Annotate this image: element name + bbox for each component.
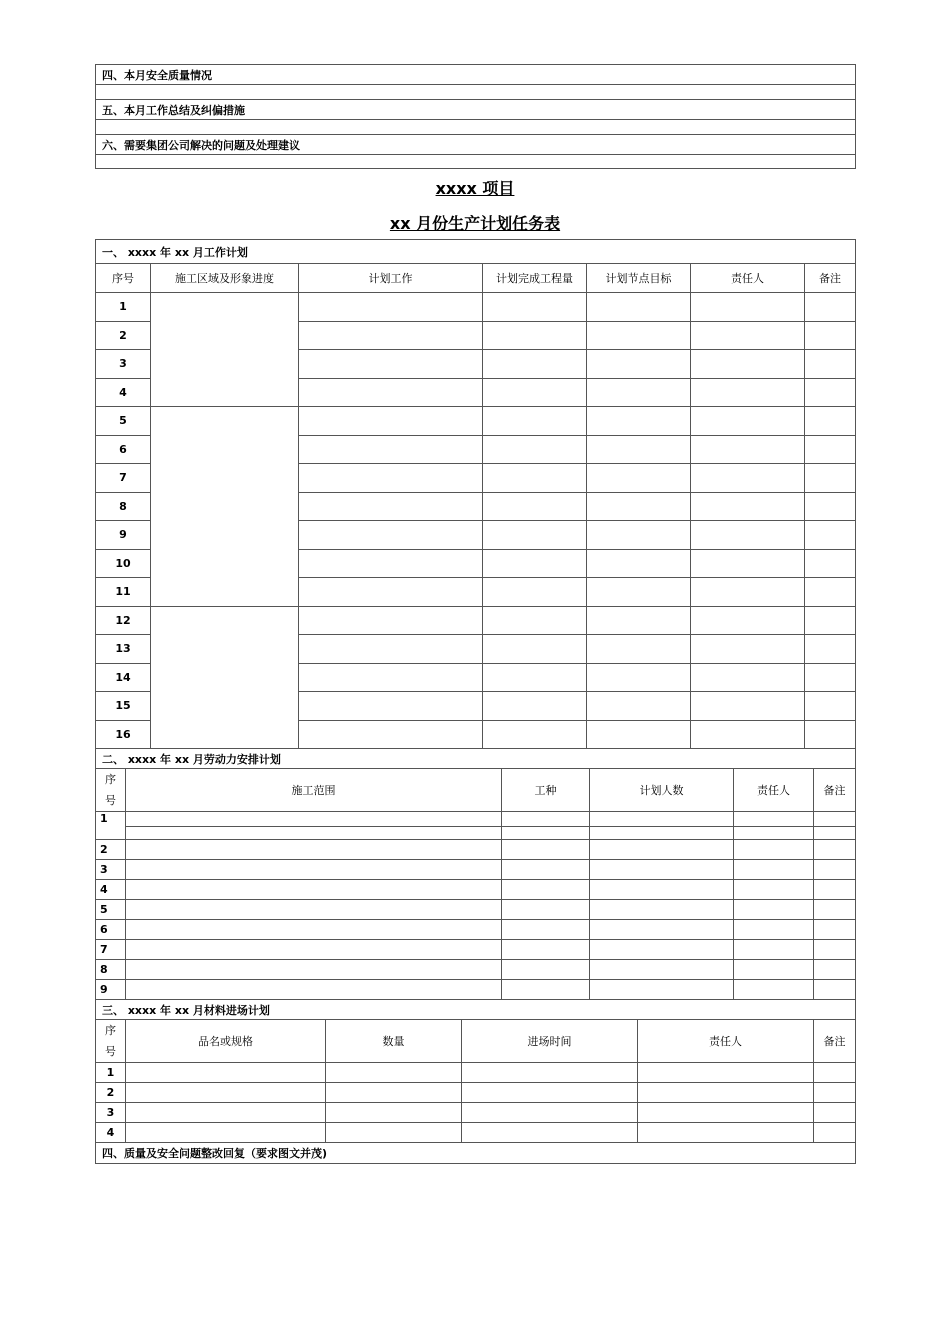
remarks-cell[interactable] [814,920,856,940]
row-index: 11 [96,578,151,607]
remarks-cell[interactable] [805,606,856,635]
responsible-cell[interactable] [734,980,814,1000]
remarks-cell[interactable] [805,492,856,521]
planned-work-cell[interactable] [299,720,483,749]
remarks-cell[interactable] [805,378,856,407]
planned-work-cell[interactable] [299,606,483,635]
milestone-cell[interactable] [587,293,691,322]
row-index: 2 [96,840,126,860]
remarks-cell[interactable] [805,663,856,692]
scope-cell[interactable] [126,827,502,840]
planned-work-cell[interactable] [299,407,483,436]
section-work-summary: 五、本月工作总结及纠偏措施 [96,100,856,120]
trade-cell[interactable] [502,920,590,940]
monthly-summary-table [95,64,856,169]
scope-cell[interactable] [126,812,502,827]
milestone-cell[interactable] [587,692,691,721]
project-title: xxxx 项目 [435,179,515,198]
milestone-cell[interactable] [587,720,691,749]
responsible-cell[interactable] [638,1103,814,1123]
remarks-cell[interactable] [814,1063,856,1083]
headcount-cell[interactable] [590,920,734,940]
remarks-cell[interactable] [814,860,856,880]
row-index: 2 [96,321,151,350]
trade-cell[interactable] [502,960,590,980]
col-header-index: 序号 [96,264,151,293]
remarks-cell[interactable] [805,521,856,550]
remarks-cell[interactable] [814,900,856,920]
milestone-cell[interactable] [587,578,691,607]
remarks-cell[interactable] [814,960,856,980]
milestone-cell[interactable] [587,635,691,664]
responsible-cell[interactable] [734,960,814,980]
planned-work-cell[interactable] [299,635,483,664]
area-progress-cell[interactable] [151,293,299,407]
milestone-cell[interactable] [587,435,691,464]
col-header-responsible: 责任人 [691,264,805,293]
material-plan-heading: 三、 xxxx 年 xx 月材料进场计划 [96,1000,856,1020]
headcount-cell[interactable] [590,840,734,860]
planned-work-cell[interactable] [299,321,483,350]
planned-quantity-cell[interactable] [483,692,587,721]
row-index: 4 [96,1123,126,1143]
row-index: 2 [96,1083,126,1103]
table-row [96,880,856,900]
headcount-cell[interactable] [590,900,734,920]
trade-cell[interactable] [502,860,590,880]
row-index: 4 [96,378,151,407]
planned-quantity-cell[interactable] [483,293,587,322]
arrival-time-cell[interactable] [462,1123,638,1143]
responsible-cell[interactable] [691,549,805,578]
milestone-cell[interactable] [587,378,691,407]
remarks-cell[interactable] [814,1103,856,1123]
col-header-trade: 工种 [502,769,590,812]
table-row [96,980,856,1000]
row-index: 4 [96,880,126,900]
row-index: 9 [96,521,151,550]
item-spec-cell[interactable] [126,1083,326,1103]
milestone-cell[interactable] [587,492,691,521]
row-index: 12 [96,606,151,635]
remarks-cell[interactable] [814,980,856,1000]
planned-quantity-cell[interactable] [483,435,587,464]
planned-quantity-cell[interactable] [483,321,587,350]
row-index: 6 [96,920,126,940]
milestone-cell[interactable] [587,321,691,350]
row-index: 7 [96,464,151,493]
col-header-milestone: 计划节点目标 [587,264,691,293]
row-index: 7 [96,940,126,960]
remarks-cell[interactable] [814,812,856,827]
remarks-cell[interactable] [805,692,856,721]
scope-cell[interactable] [126,900,502,920]
scope-cell[interactable] [126,980,502,1000]
planned-quantity-cell[interactable] [483,407,587,436]
planned-quantity-cell[interactable] [483,350,587,379]
section-group-issues-content[interactable] [96,155,856,169]
row-index: 3 [96,1103,126,1123]
milestone-cell[interactable] [587,350,691,379]
milestone-cell[interactable] [587,464,691,493]
planned-work-cell[interactable] [299,464,483,493]
scope-cell[interactable] [126,880,502,900]
table-row [96,407,856,436]
remarks-cell[interactable] [814,827,856,840]
section-safety-quality: 四、本月安全质量情况 [96,65,856,85]
headcount-cell[interactable] [590,880,734,900]
section-group-issues: 六、需要集团公司解决的问题及处理建议 [96,135,856,155]
col-header-responsible: 责任人 [734,769,814,812]
col-header-index [96,1020,126,1063]
responsible-cell[interactable] [734,840,814,860]
index-header-text: 序号 [105,1024,116,1058]
planned-quantity-cell[interactable] [483,378,587,407]
headcount-cell[interactable] [590,940,734,960]
planned-quantity-cell[interactable] [483,720,587,749]
work-plan-heading: 一、 xxxx 年 xx 月工作计划 [96,240,856,264]
quantity-cell[interactable] [326,1103,462,1123]
headcount-cell[interactable] [590,812,734,827]
milestone-cell[interactable] [587,663,691,692]
scope-cell[interactable] [126,920,502,940]
planned-quantity-cell[interactable] [483,635,587,664]
row-index: 16 [96,720,151,749]
quality-safety-reply-heading: 四、质量及安全问题整改回复（要求图文并茂) [96,1143,856,1164]
table-row [96,1103,856,1123]
arrival-time-cell[interactable] [462,1103,638,1123]
col-header-item-spec: 品名或规格 [126,1020,326,1063]
remarks-cell[interactable] [805,549,856,578]
row-index: 1 [96,293,151,322]
planned-work-cell[interactable] [299,378,483,407]
planned-work-cell[interactable] [299,549,483,578]
quantity-cell[interactable] [326,1063,462,1083]
col-header-quantity: 数量 [326,1020,462,1063]
responsible-cell[interactable] [691,720,805,749]
trade-cell[interactable] [502,980,590,1000]
remarks-cell[interactable] [805,578,856,607]
responsible-cell[interactable] [691,378,805,407]
responsible-cell[interactable] [691,606,805,635]
table-row [96,920,856,940]
planned-work-cell[interactable] [299,663,483,692]
planned-quantity-cell[interactable] [483,492,587,521]
row-index: 10 [96,549,151,578]
work-plan-table [95,239,856,749]
remarks-cell[interactable] [805,407,856,436]
planned-quantity-cell[interactable] [483,578,587,607]
remarks-cell[interactable] [805,464,856,493]
planned-work-cell[interactable] [299,492,483,521]
col-header-headcount: 计划人数 [590,769,734,812]
planned-quantity-cell[interactable] [483,606,587,635]
planned-work-cell[interactable] [299,521,483,550]
milestone-cell[interactable] [587,407,691,436]
item-spec-cell[interactable] [126,1103,326,1123]
responsible-cell[interactable] [691,435,805,464]
headcount-cell[interactable] [590,980,734,1000]
col-header-index [96,769,126,812]
remarks-cell[interactable] [805,293,856,322]
responsible-cell[interactable] [691,492,805,521]
responsible-cell[interactable] [691,321,805,350]
responsible-cell[interactable] [691,293,805,322]
scope-cell[interactable] [126,860,502,880]
row-index: 8 [96,492,151,521]
table-row [96,827,856,840]
labor-plan-heading: 二、 xxxx 年 xx 月劳动力安排计划 [96,749,856,769]
planned-work-cell[interactable] [299,692,483,721]
responsible-cell[interactable] [691,350,805,379]
responsible-cell[interactable] [734,920,814,940]
responsible-cell[interactable] [691,578,805,607]
milestone-cell[interactable] [587,606,691,635]
responsible-cell[interactable] [691,663,805,692]
col-header-scope: 施工范围 [126,769,502,812]
section-safety-quality-content[interactable] [96,85,856,100]
col-header-remarks: 备注 [814,1020,856,1063]
row-index: 3 [96,350,151,379]
table-row [96,606,856,635]
material-plan-table [95,999,856,1164]
planned-quantity-cell[interactable] [483,663,587,692]
trade-cell[interactable] [502,827,590,840]
item-spec-cell[interactable] [126,1063,326,1083]
row-index: 9 [96,980,126,1000]
responsible-cell[interactable] [638,1083,814,1103]
scope-cell[interactable] [126,960,502,980]
table-row [96,1143,856,1164]
area-progress-cell[interactable] [151,407,299,607]
arrival-time-cell[interactable] [462,1063,638,1083]
planned-work-cell[interactable] [299,435,483,464]
col-header-arrival-time: 进场时间 [462,1020,638,1063]
row-index: 5 [96,900,126,920]
row-index: 15 [96,692,151,721]
row-index: 6 [96,435,151,464]
planned-work-cell[interactable] [299,578,483,607]
row-index: 8 [96,960,126,980]
remarks-cell[interactable] [805,635,856,664]
remarks-cell[interactable] [814,840,856,860]
section-work-summary-content[interactable] [96,120,856,135]
responsible-cell[interactable] [734,827,814,840]
remarks-cell[interactable] [805,435,856,464]
responsible-cell[interactable] [638,1123,814,1143]
table-row [96,1063,856,1083]
table-row [96,1083,856,1103]
col-header-planned-quantity: 计划完成工程量 [483,264,587,293]
row-index: 3 [96,860,126,880]
quantity-cell[interactable] [326,1123,462,1143]
responsible-cell[interactable] [691,635,805,664]
milestone-cell[interactable] [587,549,691,578]
remarks-cell[interactable] [814,1123,856,1143]
responsible-cell[interactable] [691,407,805,436]
responsible-cell[interactable] [691,692,805,721]
planned-work-cell[interactable] [299,350,483,379]
table-row [96,940,856,960]
headcount-cell[interactable] [590,860,734,880]
index-header-text: 序号 [105,773,116,807]
row-index: 1 [96,812,126,840]
planned-quantity-cell[interactable] [483,549,587,578]
trade-cell[interactable] [502,812,590,827]
table-row [96,1123,856,1143]
responsible-cell[interactable] [734,900,814,920]
trade-cell[interactable] [502,900,590,920]
scope-cell[interactable] [126,940,502,960]
headcount-cell[interactable] [590,827,734,840]
planned-quantity-cell[interactable] [483,521,587,550]
table-row [96,293,856,322]
col-header-area-progress: 施工区域及形象进度 [151,264,299,293]
planned-work-cell[interactable] [299,293,483,322]
milestone-cell[interactable] [587,521,691,550]
headcount-cell[interactable] [590,960,734,980]
responsible-cell[interactable] [638,1063,814,1083]
trade-cell[interactable] [502,940,590,960]
responsible-cell[interactable] [734,860,814,880]
trade-cell[interactable] [502,880,590,900]
area-progress-cell[interactable] [151,606,299,749]
plan-subtitle: xx 月份生产计划任务表 [389,214,561,233]
remarks-cell[interactable] [814,940,856,960]
responsible-cell[interactable] [734,812,814,827]
quantity-cell[interactable] [326,1083,462,1103]
col-header-remarks: 备注 [805,264,856,293]
remarks-cell[interactable] [805,321,856,350]
responsible-cell[interactable] [691,521,805,550]
planned-quantity-cell[interactable] [483,464,587,493]
table-row [96,812,856,827]
responsible-cell[interactable] [691,464,805,493]
item-spec-cell[interactable] [126,1123,326,1143]
remarks-cell[interactable] [805,720,856,749]
remarks-cell[interactable] [814,1083,856,1103]
row-index: 1 [96,1063,126,1083]
col-header-remarks: 备注 [814,769,856,812]
table-row [96,960,856,980]
row-index: 13 [96,635,151,664]
col-header-planned-work: 计划工作 [299,264,483,293]
row-index: 5 [96,407,151,436]
remarks-cell[interactable] [814,880,856,900]
col-header-responsible: 责任人 [638,1020,814,1063]
remarks-cell[interactable] [805,350,856,379]
table-row [96,840,856,860]
arrival-time-cell[interactable] [462,1083,638,1103]
labor-plan-table [95,748,856,1000]
trade-cell[interactable] [502,840,590,860]
row-index: 14 [96,663,151,692]
responsible-cell[interactable] [734,940,814,960]
scope-cell[interactable] [126,840,502,860]
table-row [96,860,856,880]
table-row [96,900,856,920]
responsible-cell[interactable] [734,880,814,900]
